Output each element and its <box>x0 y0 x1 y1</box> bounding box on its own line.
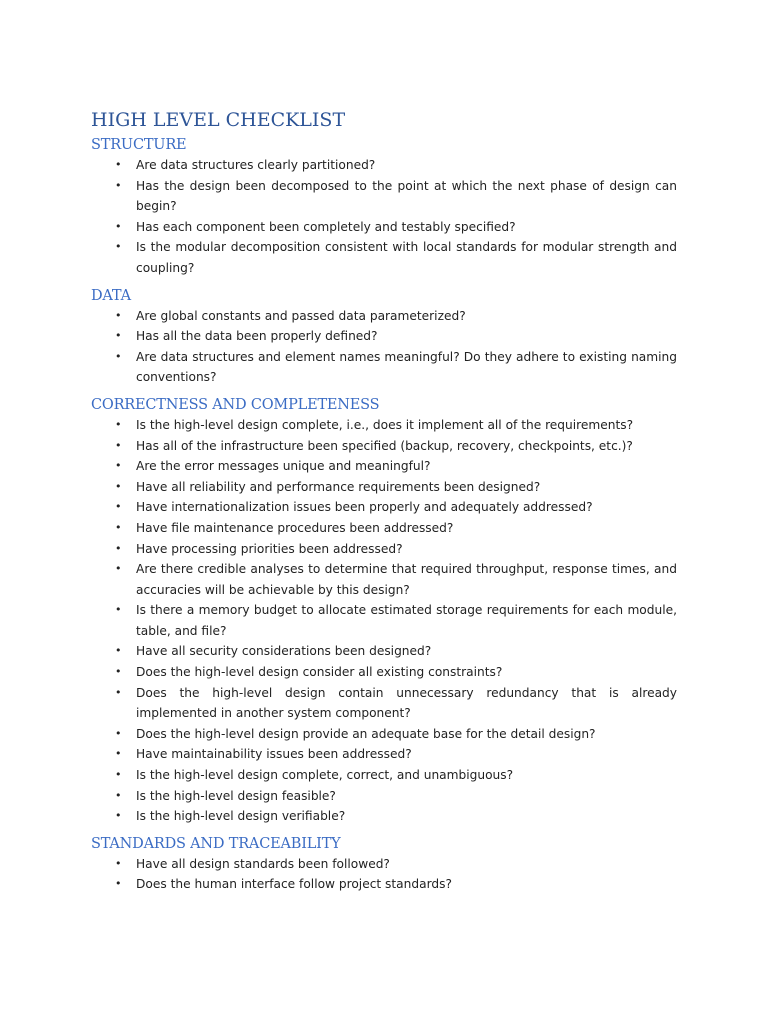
checklist-item-text: Are data structures and element names meaningful? Do they adhere to existing naming conventions? <box>136 349 677 385</box>
checklist-item-text: Have internationalization issues been properly and adequately addressed? <box>136 500 593 515</box>
checklist-item <box>115 539 677 560</box>
bullet-icon: • <box>115 417 122 431</box>
checklist <box>91 854 677 895</box>
bullet-icon: • <box>115 562 122 576</box>
checklist-item-text: Is the high-level design complete, correct, and unambiguous? <box>136 768 514 783</box>
checklist-item <box>115 415 677 436</box>
checklist-item <box>115 683 677 724</box>
bullet-icon: • <box>115 308 122 322</box>
checklist-item-text: Does the high-level design consider all existing constraints? <box>136 665 503 680</box>
bullet-icon: • <box>115 665 122 679</box>
checklist-item <box>115 786 677 807</box>
checklist-item-text: Is the high-level design feasible? <box>136 788 336 803</box>
checklist <box>91 415 677 827</box>
bullet-icon: • <box>115 240 122 254</box>
checklist-item <box>115 155 677 176</box>
bullet-icon: • <box>115 685 122 699</box>
checklist-item-text: Has the design been decomposed to the point at which the next phase of design can begin? <box>136 178 677 214</box>
section-heading: CORRECTNESS AND COMPLETENESS <box>91 396 380 413</box>
checklist-item-text: Are global constants and passed data parameterized? <box>136 308 466 323</box>
checklist-item-text: Have file maintenance procedures been addressed? <box>136 520 454 535</box>
checklist-item-text: Have all security considerations been designed? <box>136 644 432 659</box>
checklist-item <box>115 854 677 875</box>
checklist-item <box>115 237 677 278</box>
checklist-item-text: Are the error messages unique and meaningful? <box>136 459 431 474</box>
checklist-item <box>115 306 677 327</box>
bullet-icon: • <box>115 809 122 823</box>
bullet-icon: • <box>115 644 122 658</box>
checklist <box>91 155 677 279</box>
checklist-item-text: Does the human interface follow project standards? <box>136 877 452 892</box>
checklist-item-text: Is the high-level design complete, i.e., does it implement all of the requirements? <box>136 417 634 432</box>
document-title: HIGH LEVEL CHECKLIST <box>91 109 346 131</box>
bullet-icon: • <box>115 178 122 192</box>
checklist-item-text: Has all of the infrastructure been specified (backup, recovery, checkpoints, etc.)? <box>136 438 633 453</box>
checklist-item <box>115 600 677 641</box>
checklist-item-text: Has all the data been properly defined? <box>136 329 378 344</box>
checklist-item <box>115 217 677 238</box>
checklist-item <box>115 765 677 786</box>
bullet-icon: • <box>115 459 122 473</box>
section-heading: STRUCTURE <box>91 137 187 153</box>
bullet-icon: • <box>115 479 122 493</box>
bullet-icon: • <box>115 329 122 343</box>
bullet-icon: • <box>115 788 122 802</box>
checklist-item <box>115 724 677 745</box>
bullet-icon: • <box>115 747 122 761</box>
bullet-icon: • <box>115 520 122 534</box>
section-standards-and-traceability <box>91 834 677 895</box>
checklist-item <box>115 456 677 477</box>
section-data <box>91 286 677 388</box>
checklist-item-text: Does the high-level design provide an adequate base for the detail design? <box>136 726 596 741</box>
checklist <box>91 306 677 388</box>
checklist-item <box>115 806 677 827</box>
checklist-item-text: Have all reliability and performance requirements been designed? <box>136 479 541 494</box>
checklist-item <box>115 744 677 765</box>
bullet-icon: • <box>115 768 122 782</box>
checklist-item-text: Have all design standards been followed? <box>136 856 390 871</box>
checklist-item <box>115 497 677 518</box>
checklist-item-text: Is the modular decomposition consistent with local standards for modular strength and coupling? <box>136 240 677 275</box>
bullet-icon: • <box>115 158 122 171</box>
checklist-item <box>115 662 677 683</box>
checklist-item <box>115 874 677 895</box>
section-heading: STANDARDS AND TRACEABILITY <box>91 835 341 852</box>
bullet-icon: • <box>115 856 122 870</box>
bullet-icon: • <box>115 726 122 740</box>
checklist-item-text: Are there credible analyses to determine that required throughput, response times, and accuracies will be achievable by this design? <box>136 562 677 597</box>
bullet-icon: • <box>115 349 122 363</box>
checklist-item <box>115 176 677 217</box>
checklist-item-text: Have maintainability issues been addressed? <box>136 747 412 762</box>
bullet-icon: • <box>115 877 122 891</box>
checklist-item-text: Have processing priorities been addressed? <box>136 541 403 556</box>
section-structure <box>91 135 677 279</box>
checklist-item-text: Is there a memory budget to allocate estimated storage requirements for each module, table, and file? <box>136 603 677 638</box>
bullet-icon: • <box>115 219 122 233</box>
checklist-item-text: Are data structures clearly partitioned? <box>136 158 376 172</box>
bullet-icon: • <box>115 438 122 452</box>
checklist-item <box>115 477 677 498</box>
checklist-item <box>115 559 677 600</box>
checklist-item <box>115 326 677 347</box>
checklist-item <box>115 436 677 457</box>
bullet-icon: • <box>115 603 122 617</box>
checklist-item-text: Is the high-level design verifiable? <box>136 809 346 824</box>
section-correctness-and-completeness <box>91 395 677 827</box>
checklist-item-text: Does the high-level design contain unnecessary redundancy that is already implemented in another system component? <box>136 685 677 721</box>
section-heading: DATA <box>91 287 131 304</box>
checklist-item <box>115 347 677 388</box>
checklist-item <box>115 641 677 662</box>
bullet-icon: • <box>115 500 122 514</box>
bullet-icon: • <box>115 541 122 555</box>
checklist-item-text: Has each component been completely and testably specified? <box>136 219 516 234</box>
checklist-item <box>115 518 677 539</box>
